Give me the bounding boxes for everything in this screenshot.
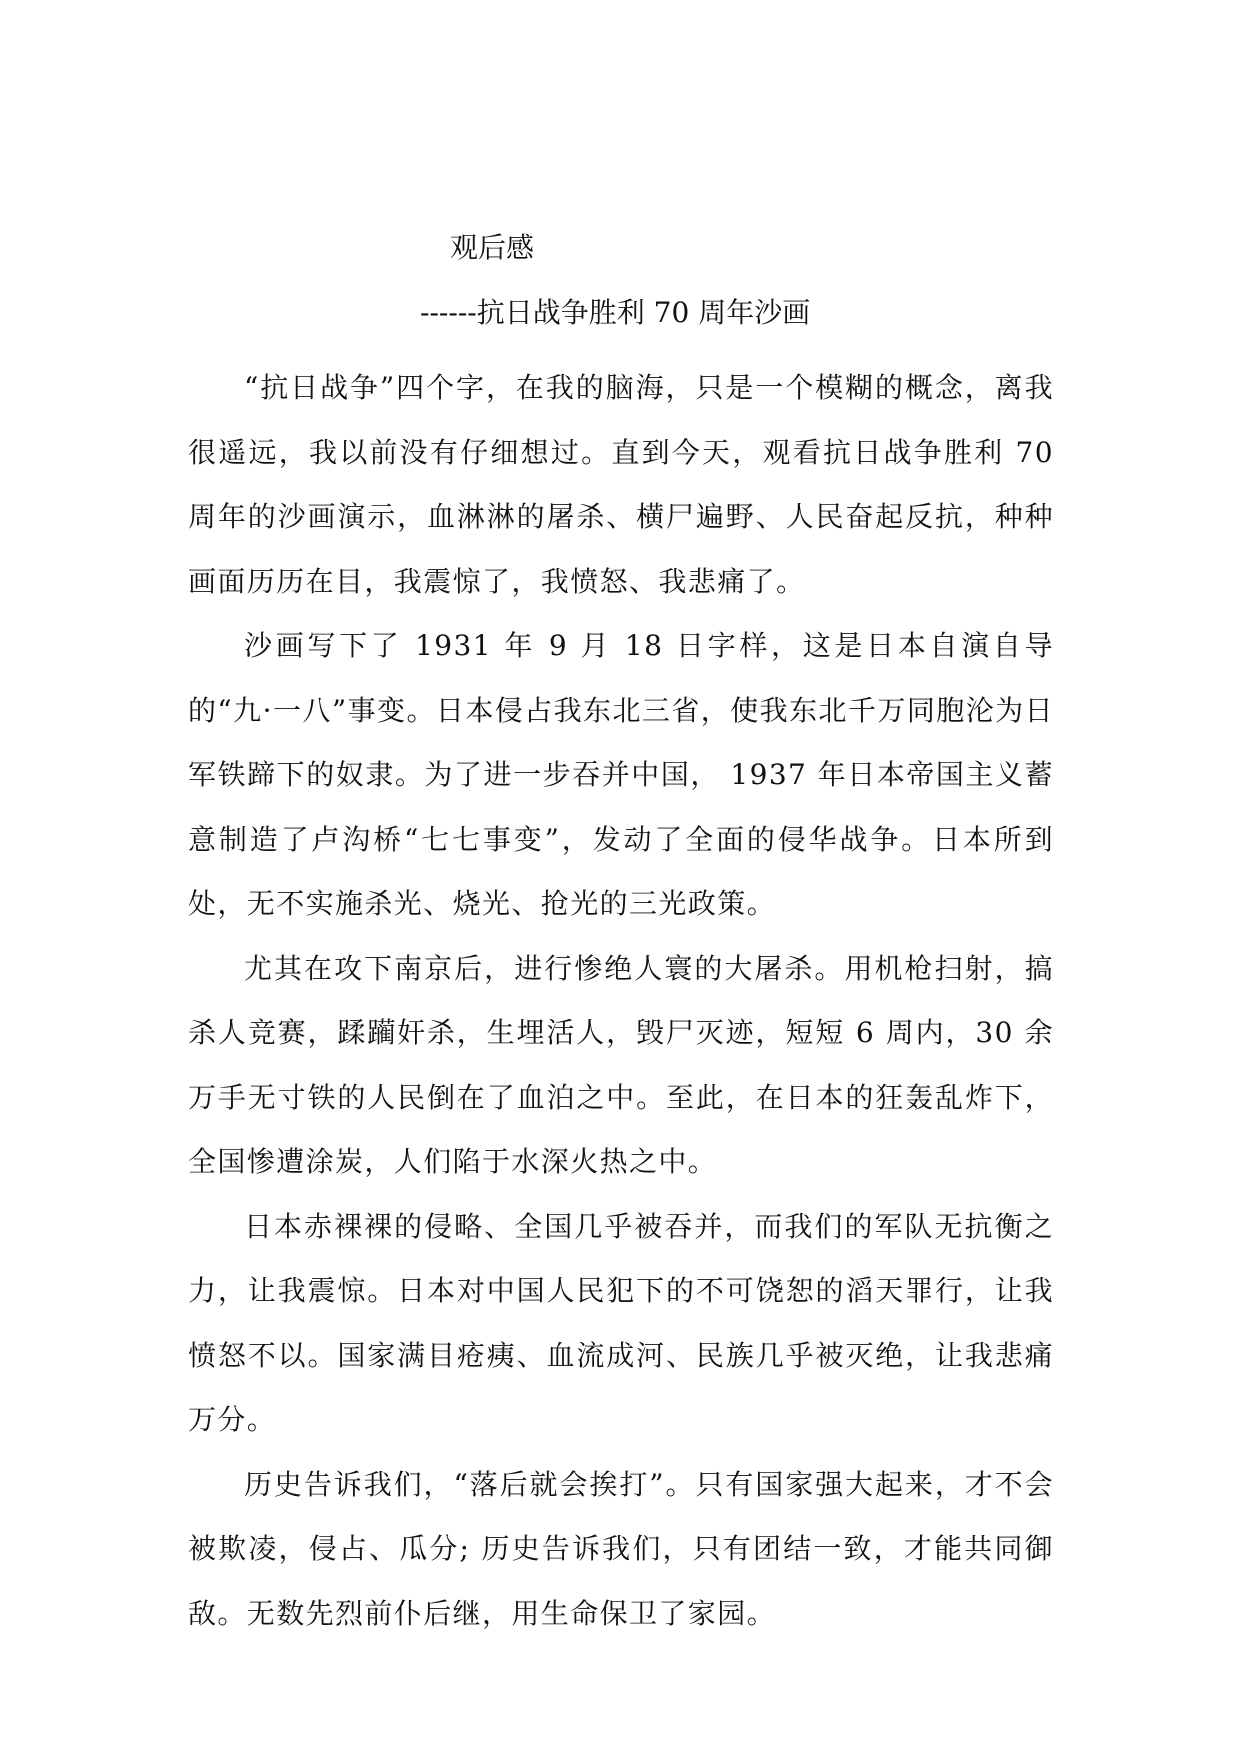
document-subtitle: ------抗日战争胜利 70 周年沙画 (420, 296, 811, 329)
paragraph-1: “抗日战争”四个字，在我的脑海，只是一个模糊的概念，离我很遥远，我以前没有仔细想过。直到今天，观看抗日战争胜利 70 周年的沙画演示，血淋淋的屠杀、横尸遍野、人民奋起反抗，种种画面历历在目，我震惊了，我愤怒、我悲痛了。 (188, 371, 1054, 598)
paragraph-2: 沙画写下了 1931 年 9 月 18 日字样，这是日本自演自导的“九·一八”事变。日本侵占我东北三省，使我东北千万同胞沦为日军铁蹄下的奴隶。为了进一步吞并中国， 1937 年日本帝国主义蓄意制造了卢沟桥“七七事变”，发动了全面的侵华战争。日本所到处，无不实施杀光、烧光、抢光的三光政策。 (188, 629, 1054, 920)
paragraph-5: 历史告诉我们，“落后就会挨打”。只有国家强大起来，才不会被欺凌，侵占、瓜分; 历史告诉我们，只有团结一致，才能共同御敌。无数先烈前仆后继，用生命保卫了家园。 (188, 1467, 1054, 1630)
paragraph-4: 日本赤裸裸的侵略、全国几乎被吞并，而我们的军队无抗衡之力，让我震惊。日本对中国人民犯下的不可饶恕的滔天罪行，让我愤怒不以。国家满目疮痍、血流成河、民族几乎被灭绝，让我悲痛万分。 (188, 1209, 1054, 1436)
document-body (188, 356, 1054, 1646)
paragraph-3: 尤其在攻下南京后，进行惨绝人寰的大屠杀。用机枪扫射，搞杀人竞赛，蹂躏奸杀，生埋活人，毁尸灭迹，短短 6 周内，30 余万手无寸铁的人民倒在了血泊之中。至此，在日本的狂轰乱炸下，全国惨遭涂炭，人们陷于水深火热之中。 (188, 951, 1054, 1178)
document-title: 观后感 (450, 231, 535, 264)
